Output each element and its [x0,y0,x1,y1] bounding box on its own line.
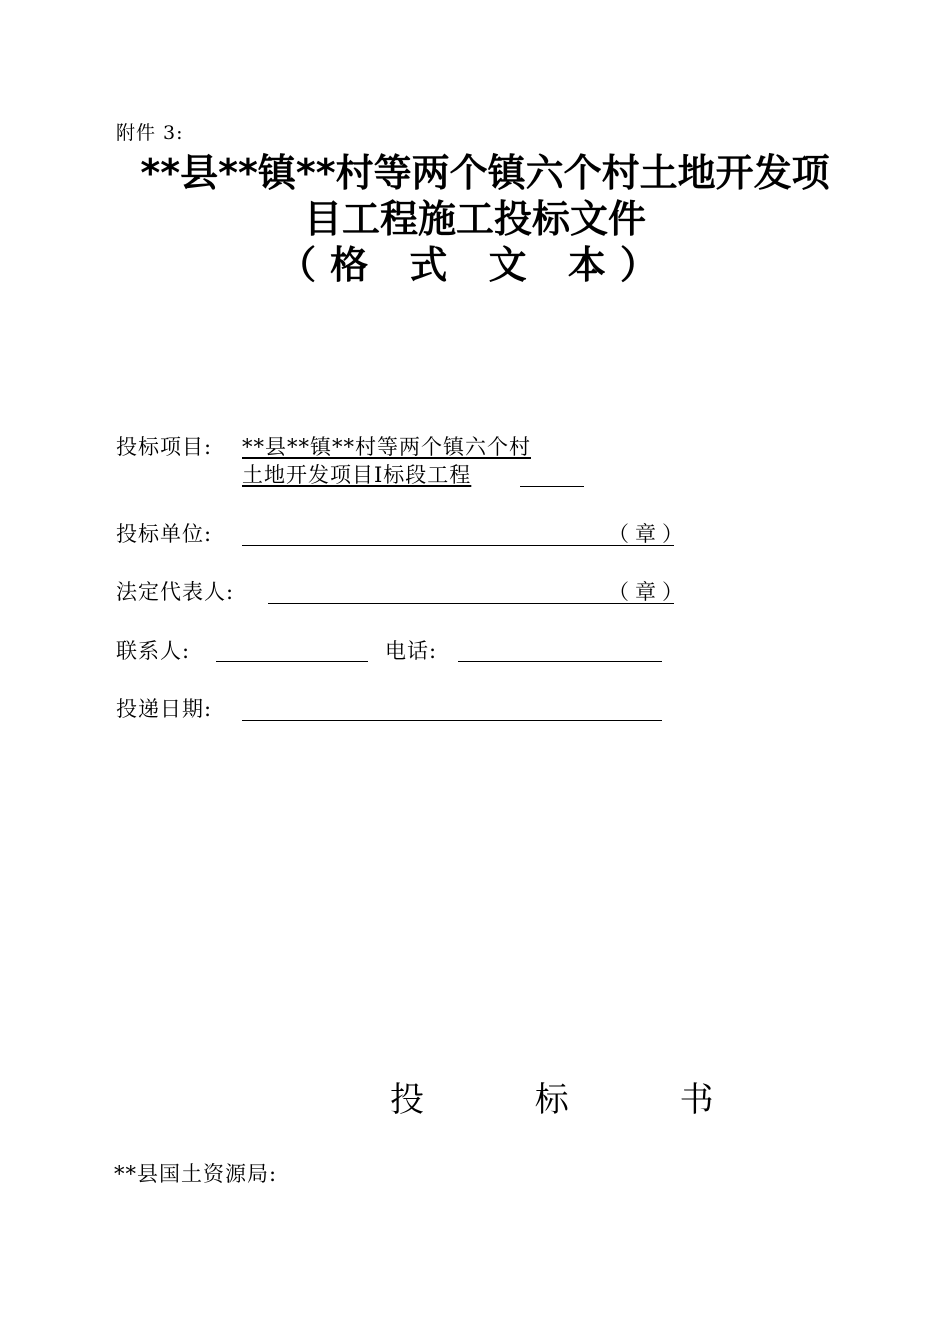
document-title-format-note: （格 式 文 本） [278,243,672,287]
bid-letter-recipient: **县国土资源局: [114,1162,278,1186]
project-underline-tail [520,486,584,487]
document-title-line-2: 目工程施工投标文件 [303,197,646,241]
legal-representative-seal: （章） [608,580,689,604]
document-title-line-1: **县**镇**村等两个镇六个村土地开发项 [140,151,830,195]
bidding-unit-label: 投标单位: [116,522,213,546]
bid-letter-heading: 投 标 书 [390,1080,764,1120]
delivery-date-label: 投递日期: [116,697,213,721]
contact-person-field[interactable] [216,661,368,662]
project-label: 投标项目: [116,435,213,459]
project-value-line-1: **县**镇**村等两个镇六个村 [242,435,531,459]
contact-person-label: 联系人: [116,639,191,663]
phone-label: 电话: [385,639,438,663]
bidding-unit-seal: （章） [608,522,689,546]
legal-representative-label: 法定代表人: [116,580,235,604]
project-value-line-2: 土地开发项目Ⅰ标段工程 [242,463,472,487]
delivery-date-field[interactable] [242,720,662,721]
phone-field[interactable] [458,661,662,662]
attachment-label: 附件 3: [116,122,184,144]
